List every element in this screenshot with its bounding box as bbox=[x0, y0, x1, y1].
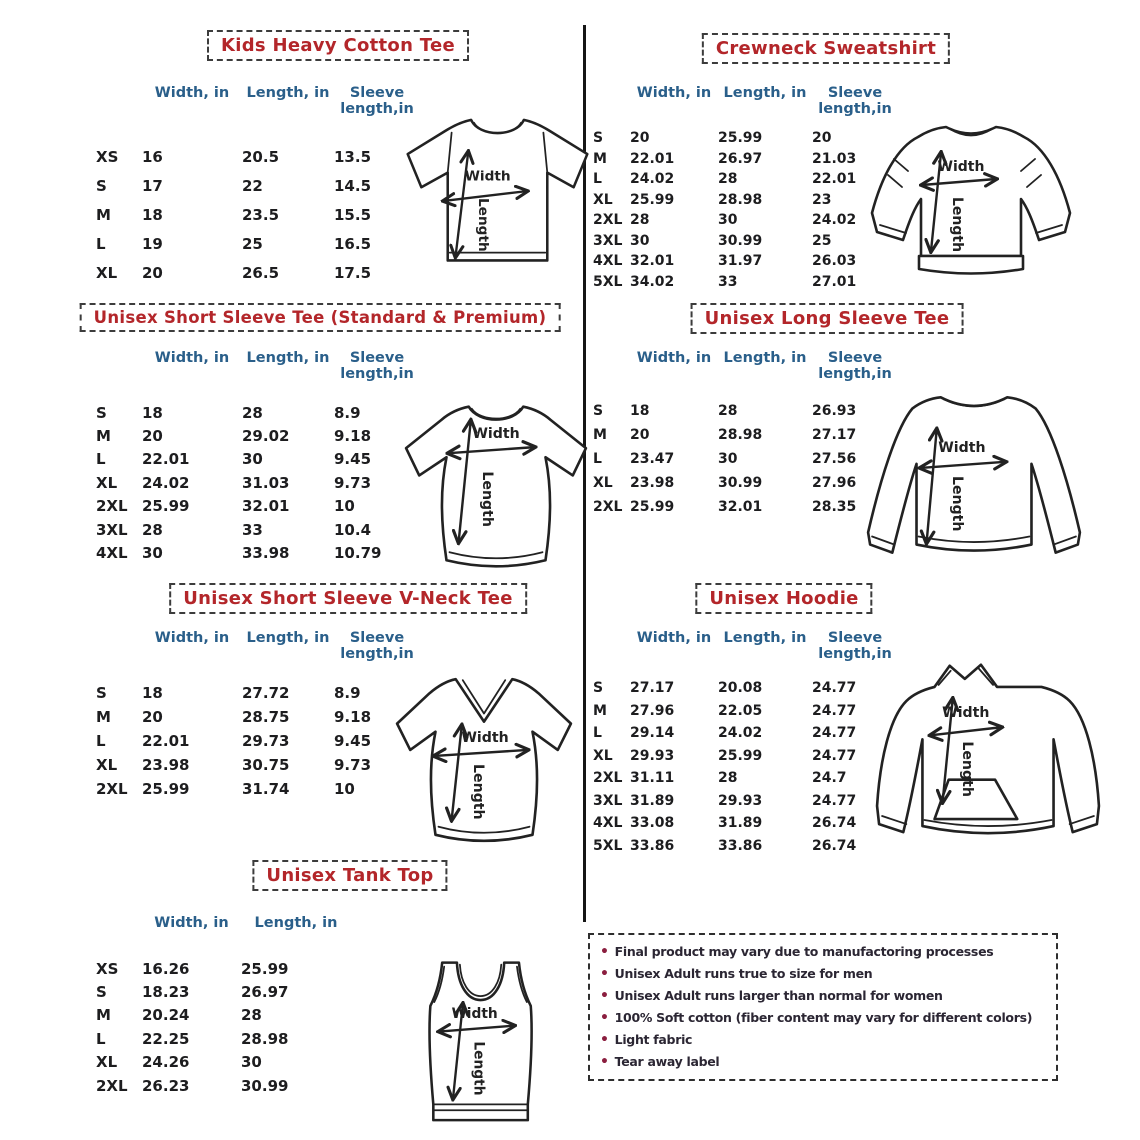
value-cell: 28.35 bbox=[812, 499, 857, 515]
value-cell: 31.97 bbox=[718, 253, 763, 270]
value-cell: 20 bbox=[142, 263, 163, 282]
table-row bbox=[593, 471, 898, 495]
value-cell: 31.03 bbox=[242, 473, 290, 492]
value-cell: 28 bbox=[718, 171, 738, 188]
table-row bbox=[96, 200, 420, 229]
width-label: Width bbox=[472, 426, 520, 443]
size-cell: XL bbox=[96, 1053, 118, 1072]
value-cell: 16.5 bbox=[334, 234, 372, 253]
table-row bbox=[593, 149, 898, 170]
size-cell: XL bbox=[593, 747, 613, 764]
note-text: Tear away label bbox=[614, 1054, 720, 1069]
size-cell: XL bbox=[96, 263, 118, 282]
value-cell: 20 bbox=[142, 708, 163, 726]
size-cell: L bbox=[96, 1029, 106, 1048]
length-label: Length bbox=[470, 1041, 487, 1096]
value-cell: 24.7 bbox=[812, 770, 847, 787]
value-cell: 30.99 bbox=[718, 232, 763, 249]
title-crewneck-sweatshirt: Crewneck Sweatshirt bbox=[702, 33, 950, 64]
size-table-kids-heavy-cotton-tee bbox=[96, 85, 420, 287]
value-cell: 27.96 bbox=[630, 702, 675, 719]
note-item bbox=[600, 985, 1046, 1007]
size-column-spacer bbox=[96, 85, 142, 142]
size-cell: L bbox=[593, 725, 602, 742]
bullet-icon: • bbox=[600, 1054, 609, 1070]
value-cell: 17 bbox=[142, 176, 163, 195]
size-cell: 2XL bbox=[96, 780, 128, 798]
value-cell: 20 bbox=[630, 130, 650, 147]
note-item bbox=[600, 941, 1046, 963]
v-neck-tee-illustration bbox=[391, 663, 578, 855]
table-row bbox=[96, 957, 351, 980]
note-text: 100% Soft cotton (fiber content may vary for different colors) bbox=[614, 1010, 1033, 1025]
size-cell: S bbox=[593, 680, 604, 697]
value-cell: 19 bbox=[142, 234, 163, 253]
size-cell: XL bbox=[96, 756, 118, 774]
value-cell: 33 bbox=[718, 273, 738, 290]
bullet-icon: • bbox=[600, 988, 609, 1004]
value-cell: 8.9 bbox=[334, 684, 361, 702]
length-label: Length bbox=[478, 471, 495, 527]
value-cell: 30 bbox=[142, 544, 163, 563]
value-cell: 28.98 bbox=[718, 427, 763, 443]
size-cell: XS bbox=[96, 959, 119, 978]
table-row bbox=[96, 142, 420, 171]
value-cell: 25 bbox=[812, 232, 832, 249]
bullet-icon: • bbox=[600, 1032, 609, 1048]
value-cell: 23 bbox=[812, 191, 832, 208]
size-cell: 4XL bbox=[593, 815, 623, 832]
note-text: Unisex Adult runs larger than normal for women bbox=[614, 988, 943, 1003]
value-cell: 34.02 bbox=[630, 273, 675, 290]
value-cell: 28.98 bbox=[241, 1029, 289, 1048]
table-row bbox=[593, 399, 898, 423]
size-column-spacer bbox=[593, 350, 630, 399]
column-header: Length, in bbox=[246, 350, 330, 366]
value-cell: 23.47 bbox=[630, 451, 675, 467]
column-header: Sleeve length,in bbox=[818, 350, 892, 382]
value-cell: 31.11 bbox=[630, 770, 675, 787]
size-cell: 3XL bbox=[96, 520, 128, 539]
table-row bbox=[593, 423, 898, 447]
column-header: Width, in bbox=[636, 350, 712, 366]
value-cell: 10 bbox=[334, 497, 355, 516]
table-row bbox=[96, 1027, 351, 1050]
size-cell: XS bbox=[96, 147, 119, 166]
size-cell: XL bbox=[96, 473, 118, 492]
table-row bbox=[96, 1074, 351, 1097]
title-unisex-short-sleeve-tee: Unisex Short Sleeve Tee (Standard & Premium) bbox=[80, 303, 561, 332]
value-cell: 22.01 bbox=[142, 450, 190, 469]
value-cell: 9.73 bbox=[334, 756, 372, 774]
column-header: Sleeve length,in bbox=[340, 85, 414, 117]
long-sleeve-tee-illustration bbox=[856, 383, 1093, 575]
value-cell: 14.5 bbox=[334, 176, 372, 195]
size-column-spacer bbox=[96, 915, 142, 957]
table-row bbox=[593, 210, 898, 231]
size-cell: S bbox=[593, 403, 604, 419]
column-header: Length, in bbox=[254, 915, 338, 931]
size-cell: L bbox=[96, 450, 106, 469]
size-table-unisex-tank-top bbox=[96, 915, 351, 1097]
table-row bbox=[593, 700, 898, 723]
value-cell: 28 bbox=[241, 1006, 262, 1025]
value-cell: 10.79 bbox=[334, 544, 382, 563]
value-cell: 18 bbox=[142, 403, 163, 422]
value-cell: 29.02 bbox=[242, 427, 290, 446]
value-cell: 26.23 bbox=[142, 1076, 190, 1095]
value-cell: 33 bbox=[242, 520, 263, 539]
value-cell: 26.74 bbox=[812, 837, 857, 854]
table-row bbox=[593, 722, 898, 745]
size-cell: S bbox=[96, 403, 107, 422]
note-item bbox=[600, 1007, 1046, 1029]
column-header: Sleeve length,in bbox=[340, 630, 414, 662]
size-cell: M bbox=[593, 150, 607, 167]
size-cell: 5XL bbox=[593, 273, 623, 290]
size-cell: S bbox=[593, 130, 604, 147]
table-row bbox=[593, 251, 898, 272]
notes-box bbox=[588, 933, 1058, 1081]
value-cell: 30 bbox=[630, 232, 650, 249]
width-label: Width bbox=[942, 705, 990, 722]
value-cell: 15.5 bbox=[334, 205, 372, 224]
value-cell: 22.01 bbox=[142, 732, 190, 750]
value-cell: 22.01 bbox=[630, 150, 675, 167]
column-header: Width, in bbox=[154, 350, 230, 366]
bullet-icon: • bbox=[600, 944, 609, 960]
value-cell: 20 bbox=[630, 427, 650, 443]
width-label: Width bbox=[451, 1005, 498, 1022]
value-cell: 23.5 bbox=[242, 205, 280, 224]
value-cell: 18 bbox=[142, 684, 163, 702]
value-cell: 18 bbox=[630, 403, 650, 419]
table-row bbox=[593, 835, 898, 858]
value-cell: 24.02 bbox=[142, 473, 190, 492]
size-cell: M bbox=[96, 708, 111, 726]
size-column-spacer bbox=[96, 350, 142, 401]
value-cell: 25.99 bbox=[142, 497, 190, 516]
short-sleeve-tee-illustration bbox=[398, 390, 595, 578]
value-cell: 9.45 bbox=[334, 732, 372, 750]
size-cell: L bbox=[593, 171, 602, 188]
value-cell: 33.98 bbox=[242, 544, 290, 563]
value-cell: 24.26 bbox=[142, 1053, 190, 1072]
size-table-unisex-v-neck-tee bbox=[96, 630, 420, 801]
value-cell: 9.45 bbox=[334, 450, 372, 469]
size-cell: L bbox=[593, 451, 602, 467]
table-row bbox=[593, 190, 898, 211]
value-cell: 30 bbox=[242, 450, 263, 469]
table-row bbox=[593, 767, 898, 790]
column-header: Sleeve length,in bbox=[340, 350, 414, 382]
value-cell: 33.86 bbox=[718, 837, 763, 854]
note-text: Final product may vary due to manufactoring processes bbox=[614, 944, 994, 959]
value-cell: 23.98 bbox=[142, 756, 190, 774]
length-label: Length bbox=[474, 197, 491, 252]
size-cell: S bbox=[96, 176, 107, 195]
value-cell: 22.05 bbox=[718, 702, 763, 719]
table-row bbox=[96, 753, 420, 777]
note-item bbox=[600, 1051, 1046, 1073]
table-row bbox=[96, 518, 420, 541]
value-cell: 28 bbox=[242, 403, 263, 422]
size-cell: 2XL bbox=[593, 770, 623, 787]
value-cell: 28 bbox=[718, 770, 738, 787]
value-cell: 25.99 bbox=[241, 959, 289, 978]
value-cell: 25.99 bbox=[718, 130, 763, 147]
value-cell: 28 bbox=[142, 520, 163, 539]
value-cell: 26.74 bbox=[812, 815, 857, 832]
size-table-unisex-short-sleeve-tee bbox=[96, 350, 420, 565]
column-header: Width, in bbox=[154, 630, 230, 646]
title-unisex-hoodie: Unisex Hoodie bbox=[695, 583, 872, 614]
table-row bbox=[96, 980, 351, 1003]
size-cell: M bbox=[593, 427, 607, 443]
value-cell: 25 bbox=[242, 234, 263, 253]
column-header: Length, in bbox=[246, 85, 330, 101]
value-cell: 24.77 bbox=[812, 725, 857, 742]
value-cell: 20.24 bbox=[142, 1006, 190, 1025]
value-cell: 30.75 bbox=[242, 756, 290, 774]
value-cell: 30 bbox=[718, 451, 738, 467]
value-cell: 22.25 bbox=[142, 1029, 190, 1048]
value-cell: 27.17 bbox=[812, 427, 857, 443]
size-column-spacer bbox=[96, 630, 142, 681]
value-cell: 28.98 bbox=[718, 191, 763, 208]
crewneck-illustration bbox=[864, 113, 1079, 298]
size-cell: 2XL bbox=[593, 212, 623, 229]
table-row bbox=[96, 448, 420, 471]
value-cell: 29.93 bbox=[630, 747, 675, 764]
size-cell: XL bbox=[593, 191, 613, 208]
value-cell: 29.73 bbox=[242, 732, 290, 750]
table-row bbox=[96, 777, 420, 801]
value-cell: 32.01 bbox=[242, 497, 290, 516]
title-unisex-v-neck-tee: Unisex Short Sleeve V-Neck Tee bbox=[169, 583, 527, 614]
table-row bbox=[96, 729, 420, 753]
column-header: Length, in bbox=[723, 630, 807, 646]
value-cell: 20.08 bbox=[718, 680, 763, 697]
table-row bbox=[593, 169, 898, 190]
size-cell: 4XL bbox=[96, 544, 128, 563]
value-cell: 22.01 bbox=[812, 171, 857, 188]
size-cell: 3XL bbox=[593, 232, 623, 249]
size-table-crewneck-sweatshirt bbox=[593, 85, 898, 292]
column-header: Sleeve length,in bbox=[818, 630, 892, 662]
value-cell: 30.99 bbox=[718, 475, 763, 491]
value-cell: 24.77 bbox=[812, 680, 857, 697]
table-row bbox=[593, 447, 898, 471]
value-cell: 29.93 bbox=[718, 792, 763, 809]
column-header: Sleeve length,in bbox=[818, 85, 892, 117]
value-cell: 25.99 bbox=[630, 191, 675, 208]
value-cell: 24.02 bbox=[718, 725, 763, 742]
column-header: Width, in bbox=[636, 630, 712, 646]
value-cell: 26.5 bbox=[242, 263, 280, 282]
size-cell: 5XL bbox=[593, 837, 623, 854]
value-cell: 26.03 bbox=[812, 253, 857, 270]
table-row bbox=[96, 401, 420, 424]
value-cell: 17.5 bbox=[334, 263, 372, 282]
width-label: Width bbox=[938, 439, 986, 456]
size-column-spacer bbox=[593, 630, 630, 677]
table-row bbox=[96, 1051, 351, 1074]
bullet-icon: • bbox=[600, 966, 609, 982]
value-cell: 16 bbox=[142, 147, 163, 166]
table-row bbox=[593, 790, 898, 813]
note-text: Unisex Adult runs true to size for men bbox=[614, 966, 873, 981]
length-label: Length bbox=[469, 764, 486, 820]
size-column-spacer bbox=[593, 85, 630, 128]
value-cell: 27.96 bbox=[812, 475, 857, 491]
size-cell: S bbox=[96, 684, 107, 702]
value-cell: 32.01 bbox=[718, 499, 763, 515]
table-row bbox=[96, 681, 420, 705]
table-row bbox=[96, 229, 420, 258]
value-cell: 26.93 bbox=[812, 403, 857, 419]
size-cell: M bbox=[593, 702, 607, 719]
size-cell: 4XL bbox=[593, 253, 623, 270]
value-cell: 27.72 bbox=[242, 684, 290, 702]
value-cell: 8.9 bbox=[334, 403, 361, 422]
table-row bbox=[593, 745, 898, 768]
note-item bbox=[600, 1029, 1046, 1051]
title-kids-heavy-cotton-tee: Kids Heavy Cotton Tee bbox=[207, 30, 469, 61]
table-row bbox=[96, 171, 420, 200]
value-cell: 28 bbox=[630, 212, 650, 229]
value-cell: 10 bbox=[334, 780, 355, 798]
table-row bbox=[593, 495, 898, 519]
size-cell: M bbox=[96, 427, 111, 446]
table-row bbox=[593, 812, 898, 835]
value-cell: 21.03 bbox=[812, 150, 857, 167]
size-cell: S bbox=[96, 983, 107, 1002]
value-cell: 26.97 bbox=[718, 150, 763, 167]
value-cell: 25.99 bbox=[718, 747, 763, 764]
value-cell: 24.77 bbox=[812, 747, 857, 764]
value-cell: 18.23 bbox=[142, 983, 190, 1002]
column-header: Length, in bbox=[723, 350, 807, 366]
value-cell: 30 bbox=[241, 1053, 262, 1072]
length-label: Length bbox=[949, 197, 965, 253]
size-cell: M bbox=[96, 205, 111, 224]
value-cell: 32.01 bbox=[630, 253, 675, 270]
table-row bbox=[593, 231, 898, 252]
width-label: Width bbox=[464, 168, 511, 185]
title-unisex-long-sleeve-tee: Unisex Long Sleeve Tee bbox=[691, 303, 964, 334]
value-cell: 24.02 bbox=[812, 212, 857, 229]
size-cell: XL bbox=[593, 475, 613, 491]
value-cell: 22 bbox=[242, 176, 263, 195]
value-cell: 30.99 bbox=[241, 1076, 289, 1095]
value-cell: 31.74 bbox=[242, 780, 290, 798]
value-cell: 9.18 bbox=[334, 708, 372, 726]
value-cell: 16.26 bbox=[142, 959, 190, 978]
size-cell: M bbox=[96, 1006, 111, 1025]
size-cell: L bbox=[96, 234, 106, 253]
table-row bbox=[96, 258, 420, 287]
value-cell: 20 bbox=[142, 427, 163, 446]
note-item bbox=[600, 963, 1046, 985]
value-cell: 20 bbox=[812, 130, 832, 147]
size-cell: 2XL bbox=[96, 497, 128, 516]
value-cell: 9.73 bbox=[334, 473, 372, 492]
value-cell: 33.08 bbox=[630, 815, 675, 832]
value-cell: 27.56 bbox=[812, 451, 857, 467]
value-cell: 25.99 bbox=[142, 780, 190, 798]
table-row bbox=[96, 424, 420, 447]
table-row bbox=[593, 128, 898, 149]
value-cell: 9.18 bbox=[334, 427, 372, 446]
size-cell: 2XL bbox=[593, 499, 623, 515]
table-row bbox=[96, 495, 420, 518]
size-cell: 2XL bbox=[96, 1076, 128, 1095]
value-cell: 30 bbox=[718, 212, 738, 229]
size-table-unisex-hoodie bbox=[593, 630, 898, 857]
length-label: Length bbox=[958, 741, 975, 797]
value-cell: 25.99 bbox=[630, 499, 675, 515]
table-row bbox=[96, 471, 420, 494]
title-unisex-tank-top: Unisex Tank Top bbox=[252, 860, 447, 891]
column-header: Length, in bbox=[723, 85, 807, 101]
value-cell: 24.02 bbox=[630, 171, 675, 188]
length-label: Length bbox=[948, 475, 965, 532]
size-cell: L bbox=[96, 732, 106, 750]
width-label: Width bbox=[937, 159, 985, 175]
bullet-icon: • bbox=[600, 1010, 609, 1026]
column-header: Width, in bbox=[636, 85, 712, 101]
value-cell: 18 bbox=[142, 205, 163, 224]
table-row bbox=[96, 541, 420, 564]
column-header: Length, in bbox=[246, 630, 330, 646]
width-label: Width bbox=[461, 729, 509, 746]
hoodie-illustration bbox=[870, 652, 1107, 860]
value-cell: 33.86 bbox=[630, 837, 675, 854]
tank-top-illustration bbox=[424, 941, 545, 1128]
kids-tee-illustration bbox=[395, 108, 600, 286]
size-table-unisex-long-sleeve-tee bbox=[593, 350, 898, 519]
value-cell: 29.14 bbox=[630, 725, 675, 742]
value-cell: 10.4 bbox=[334, 520, 372, 539]
value-cell: 27.17 bbox=[630, 680, 675, 697]
table-row bbox=[96, 1004, 351, 1027]
value-cell: 31.89 bbox=[630, 792, 675, 809]
table-row bbox=[593, 677, 898, 700]
value-cell: 26.97 bbox=[241, 983, 289, 1002]
value-cell: 13.5 bbox=[334, 147, 372, 166]
note-text: Light fabric bbox=[614, 1032, 693, 1047]
value-cell: 24.77 bbox=[812, 792, 857, 809]
size-cell: 3XL bbox=[593, 792, 623, 809]
column-header: Width, in bbox=[154, 85, 230, 101]
value-cell: 28.75 bbox=[242, 708, 290, 726]
value-cell: 28 bbox=[718, 403, 738, 419]
table-row bbox=[96, 705, 420, 729]
value-cell: 23.98 bbox=[630, 475, 675, 491]
column-header: Width, in bbox=[154, 915, 229, 931]
value-cell: 24.77 bbox=[812, 702, 857, 719]
value-cell: 27.01 bbox=[812, 273, 857, 290]
table-row bbox=[593, 272, 898, 293]
value-cell: 20.5 bbox=[242, 147, 280, 166]
value-cell: 31.89 bbox=[718, 815, 763, 832]
